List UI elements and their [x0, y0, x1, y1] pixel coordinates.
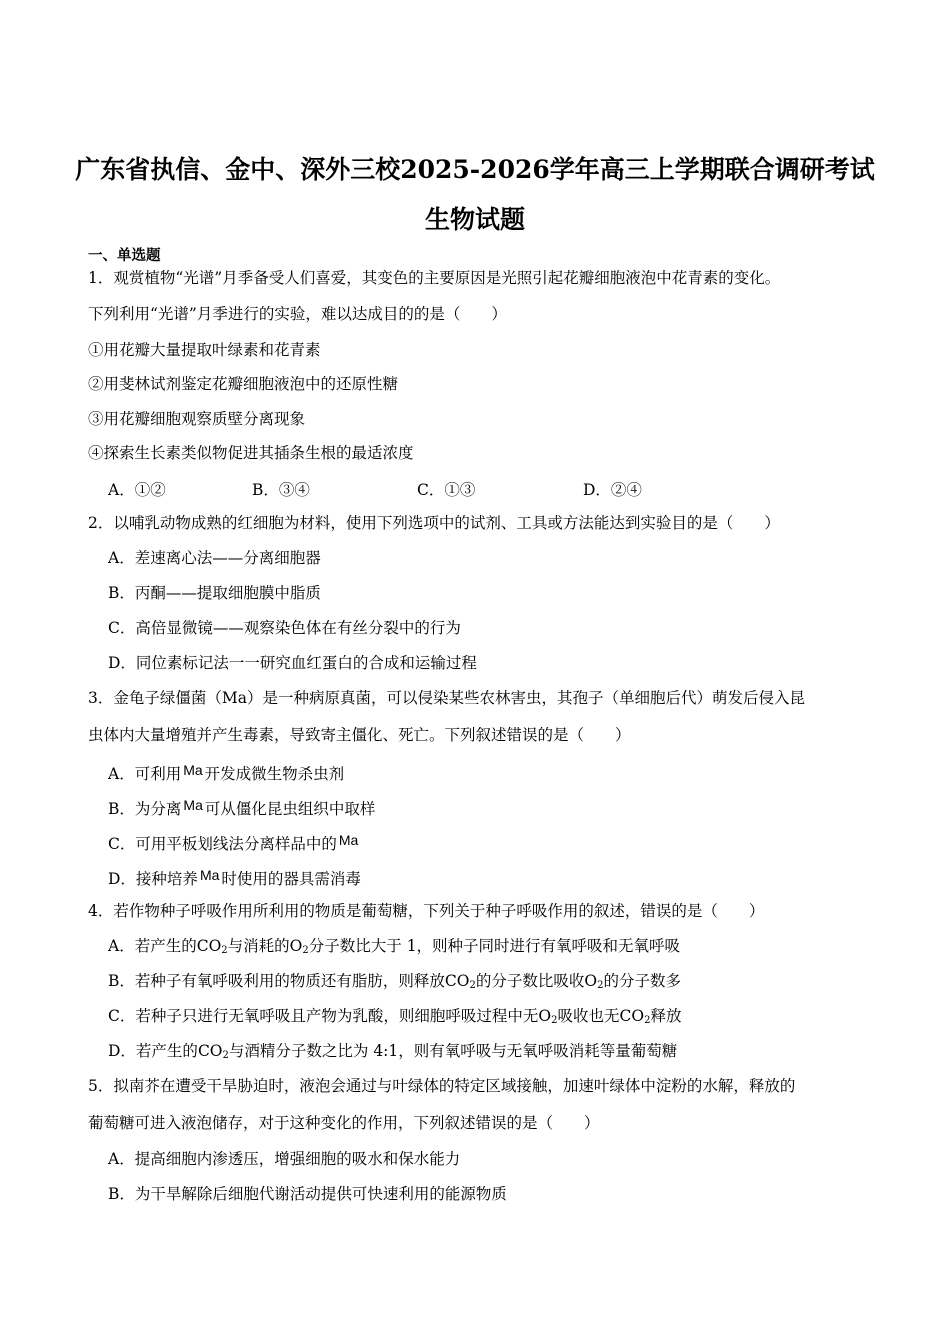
subscript-2: 2 — [551, 1015, 558, 1026]
co2-formula: CO — [444, 972, 470, 990]
q1-statement-4: ④探索生长素类似物促进其插条生根的最适浓度 — [88, 444, 414, 462]
q2-option-d: D．同位素标记法一一研究血红蛋白的合成和运输过程 — [108, 654, 477, 672]
o2-formula: O — [289, 937, 303, 955]
q4-a-text2: 与消耗的 — [227, 937, 290, 955]
q4-option-c — [108, 1006, 681, 1026]
q4-b-text2: 的分子数比吸收 — [475, 972, 585, 990]
q3-option-a-pre: A．可利用 — [108, 765, 182, 783]
q4-a-text1: A．若产生的 — [108, 937, 197, 955]
q2-stem: 2．以哺乳动物成熟的红细胞为材料，使用下列选项中的试剂、工具或方法能达到实验目的是（ ） — [88, 514, 780, 532]
exam-title: 广东省执信、金中、深外三校2025-2026学年高三上学期联合调研考试 — [75, 155, 875, 184]
q4-d-text1: D．若产生的 — [108, 1042, 198, 1060]
q3-option-d-post: 时使用的器具需消毒 — [221, 870, 361, 888]
q1-stem-line1: 1．观赏植物“光谱”月季备受人们喜爱，其变色的主要原因是光照引起花瓣细胞液泡中花青素的变化。 — [88, 269, 781, 287]
co2-formula: CO — [197, 1042, 223, 1060]
q1-option-d: D．②④ — [583, 481, 642, 499]
q4-option-b — [108, 971, 681, 991]
q5-option-a: A．提高细胞内渗透压，增强细胞的吸水和保水能力 — [108, 1150, 461, 1168]
ma-label: Ma — [183, 762, 203, 778]
q1-option-a: A．①② — [108, 481, 166, 499]
q1-option-b: B．③④ — [252, 481, 310, 499]
q4-b-text1: B．若种子有氧呼吸利用的物质还有脂肪，则释放 — [108, 972, 445, 990]
q3-option-d-pre: D．接种培养 — [108, 870, 198, 888]
q5-option-b: B．为干旱解除后细胞代谢活动提供可快速利用的能源物质 — [108, 1185, 507, 1203]
q4-c-text1: C．若种子只进行无氧呼吸且产物为乳酸，则细胞呼吸过程中无 — [108, 1007, 539, 1025]
section-heading: 一、单选题 — [88, 247, 161, 264]
subscript-2: 2 — [644, 1015, 651, 1026]
ma-label: Ma — [183, 797, 203, 813]
q1-options — [0, 478, 950, 500]
co2-formula: CO — [196, 937, 222, 955]
q5-stem-line2: 葡萄糖可进入液泡储存，对于这种变化的作用，下列叙述错误的是（ ） — [88, 1114, 600, 1132]
ma-label: Ma — [338, 832, 359, 848]
subscript-2: 2 — [597, 980, 604, 991]
q1-stem-line2: 下列利用“光谱”月季进行的实验，难以达成目的的是（ ） — [88, 305, 507, 323]
q1-statement-3: ③用花瓣细胞观察质壁分离现象 — [88, 410, 306, 428]
q4-c-text2: 吸收也无 — [557, 1007, 620, 1025]
q3-option-c — [108, 830, 360, 854]
q1-statement-1: ①用花瓣大量提取叶绿素和花青素 — [88, 341, 321, 359]
q4-a-text3: 分子数比大于 1，则种子同时进行有氧呼吸和无氧呼吸 — [308, 937, 681, 955]
subscript-2: 2 — [469, 980, 476, 991]
q3-stem-line2: 虫体内大量增殖并产生毒素，导致寄主僵化、死亡。下列叙述错误的是（ ） — [88, 726, 631, 744]
q2-option-c: C．高倍显微镜——观察染色体在有丝分裂中的行为 — [108, 619, 461, 637]
ma-label: Ma — [199, 867, 220, 883]
q2-option-b: B．丙酮——提取细胞膜中脂质 — [108, 584, 321, 602]
q2-option-a: A．差速离心法——分离细胞器 — [108, 549, 321, 567]
q1-option-c: C．①③ — [417, 481, 476, 499]
subscript-2: 2 — [221, 945, 228, 956]
co2-formula: CO — [619, 1007, 645, 1025]
q3-stem-line1: 3．金龟子绿僵菌（Ma）是一种病原真菌，可以侵染某些农林害虫，其孢子（单细胞后代）萌发后侵入昆 — [88, 689, 805, 707]
q3-option-d — [108, 865, 361, 889]
q1-statement-2: ②用斐林试剂鉴定花瓣细胞液泡中的还原性糖 — [88, 375, 399, 393]
o2-formula: O — [538, 1007, 552, 1025]
subscript-2: 2 — [222, 1050, 229, 1061]
q4-option-a — [108, 936, 680, 956]
q3-option-c-pre: C．可用平板划线法分离样品中的 — [108, 835, 337, 853]
q3-option-b — [108, 795, 375, 819]
q4-stem: 4．若作物种子呼吸作用所利用的物质是葡萄糖，下列关于种子呼吸作用的叙述，错误的是（ ） — [88, 902, 765, 920]
q4-d-text2: 与酒精分子数之比为 4:1，则有氧呼吸与无氧呼吸消耗等量葡萄糖 — [228, 1042, 678, 1060]
exam-subtitle: 生物试题 — [424, 205, 525, 234]
q4-c-text3: 释放 — [650, 1007, 682, 1025]
q3-option-b-pre: B．为分离 — [108, 800, 182, 818]
q3-option-a — [108, 760, 344, 784]
subscript-2: 2 — [302, 945, 309, 956]
o2-formula: O — [584, 972, 598, 990]
q4-option-d — [108, 1041, 677, 1061]
q5-stem-line1: 5．拟南芥在遭受干旱胁迫时，液泡会通过与叶绿体的特定区域接触，加速叶绿体中淀粉的水解，释放的 — [88, 1077, 796, 1095]
q4-b-text3: 的分子数多 — [603, 972, 681, 990]
q3-option-a-post: 开发成微生物杀虫剂 — [204, 765, 345, 783]
q3-option-b-post: 可从僵化昆虫组织中取样 — [204, 800, 376, 818]
